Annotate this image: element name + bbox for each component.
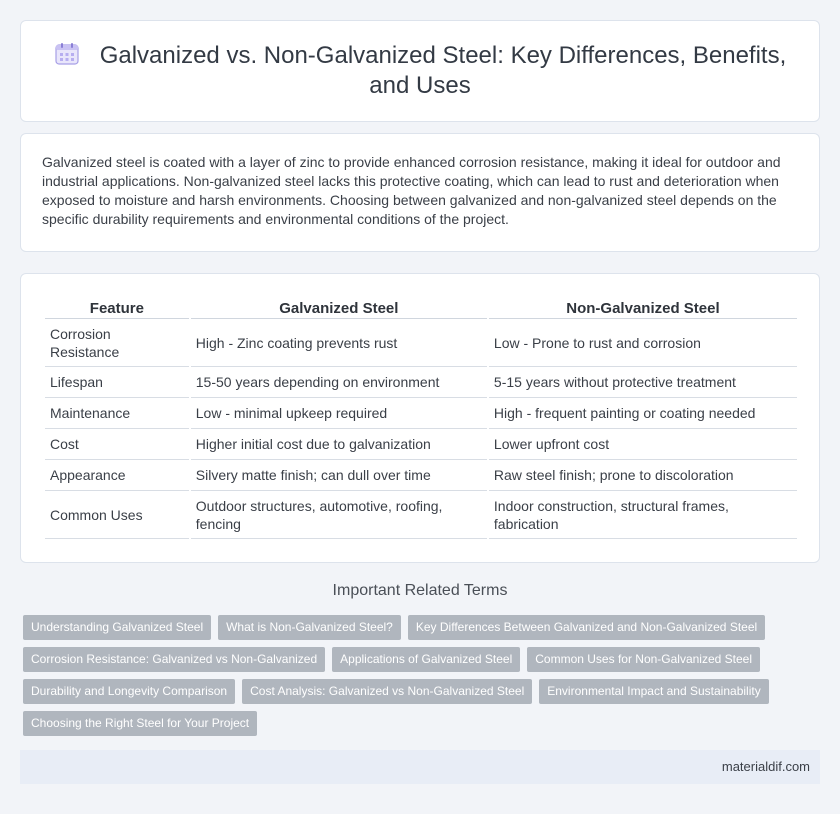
- table-row: [45, 491, 797, 539]
- table-cell-galvanized: Silvery matte finish; can dull over time: [191, 460, 487, 491]
- table-cell-galvanized: Outdoor structures, automotive, roofing, fencing: [191, 491, 487, 539]
- table-header-row: [45, 294, 797, 319]
- calendar-icon: [54, 42, 80, 66]
- table-row: [45, 398, 797, 429]
- table-cell-non-galvanized: 5-15 years without protective treatment: [489, 367, 797, 398]
- table-cell-galvanized: 15-50 years depending on environment: [191, 367, 487, 398]
- table-cell-galvanized: Higher initial cost due to galvanization: [191, 429, 487, 460]
- comparison-table: [43, 294, 799, 539]
- related-terms-list: [23, 615, 813, 743]
- related-term-tag[interactable]: Durability and Longevity Comparison: [23, 679, 235, 704]
- related-terms-title: Important Related Terms: [332, 582, 508, 599]
- footer: [20, 750, 820, 784]
- related-term-tag[interactable]: Environmental Impact and Sustainability: [539, 679, 768, 704]
- related-term-tag[interactable]: What is Non-Galvanized Steel?: [218, 615, 401, 640]
- page-title: [51, 41, 789, 101]
- related-term-tag[interactable]: Choosing the Right Steel for Your Project: [23, 711, 257, 736]
- header-galvanized: Galvanized Steel: [191, 294, 487, 319]
- title-card: [20, 20, 820, 122]
- related-term-tag[interactable]: Cost Analysis: Galvanized vs Non-Galvanized Steel: [242, 679, 532, 704]
- page-title-text: Galvanized vs. Non-Galvanized Steel: Key Differences, Benefits, and Uses: [99, 42, 787, 99]
- table-row: [45, 460, 797, 491]
- table-cell-feature: Common Uses: [45, 491, 189, 539]
- related-term-tag[interactable]: Applications of Galvanized Steel: [332, 647, 520, 672]
- table-row: [45, 319, 797, 367]
- comparison-card: [20, 273, 820, 563]
- footer-site-link[interactable]: materialdif.com: [721, 759, 810, 774]
- table-cell-non-galvanized: High - frequent painting or coating needed: [489, 398, 797, 429]
- table-cell-feature: Cost: [45, 429, 189, 460]
- table-row: [45, 367, 797, 398]
- related-term-tag[interactable]: Corrosion Resistance: Galvanized vs Non-Galvanized: [23, 647, 325, 672]
- table-cell-non-galvanized: Raw steel finish; prone to discoloration: [489, 460, 797, 491]
- table-cell-non-galvanized: Indoor construction, structural frames, fabrication: [489, 491, 797, 539]
- table-cell-feature: Maintenance: [45, 398, 189, 429]
- table-cell-galvanized: Low - minimal upkeep required: [191, 398, 487, 429]
- header-feature: Feature: [45, 294, 189, 319]
- table-cell-feature: Appearance: [45, 460, 189, 491]
- table-cell-non-galvanized: Low - Prone to rust and corrosion: [489, 319, 797, 367]
- header-non-galvanized: Non-Galvanized Steel: [489, 294, 797, 319]
- table-row: [45, 429, 797, 460]
- intro-card: [20, 133, 820, 252]
- related-term-tag[interactable]: Common Uses for Non-Galvanized Steel: [527, 647, 760, 672]
- table-cell-galvanized: High - Zinc coating prevents rust: [191, 319, 487, 367]
- table-cell-non-galvanized: Lower upfront cost: [489, 429, 797, 460]
- table-cell-feature: Corrosion Resistance: [45, 319, 189, 367]
- related-term-tag[interactable]: Key Differences Between Galvanized and Non-Galvanized Steel: [408, 615, 765, 640]
- related-term-tag[interactable]: Understanding Galvanized Steel: [23, 615, 211, 640]
- table-cell-feature: Lifespan: [45, 367, 189, 398]
- intro-paragraph: Galvanized steel is coated with a layer of zinc to provide enhanced corrosion resistance, making it ideal for outdoor and industrial applications. Non-galvanized steel lacks this protective coating, which can lead to rust and deterioration when exposed to moisture and harsh environments. Choosing between galvanized and non-galvanized steel depends on the specific durability requirements and environmental conditions of the project.: [42, 154, 781, 227]
